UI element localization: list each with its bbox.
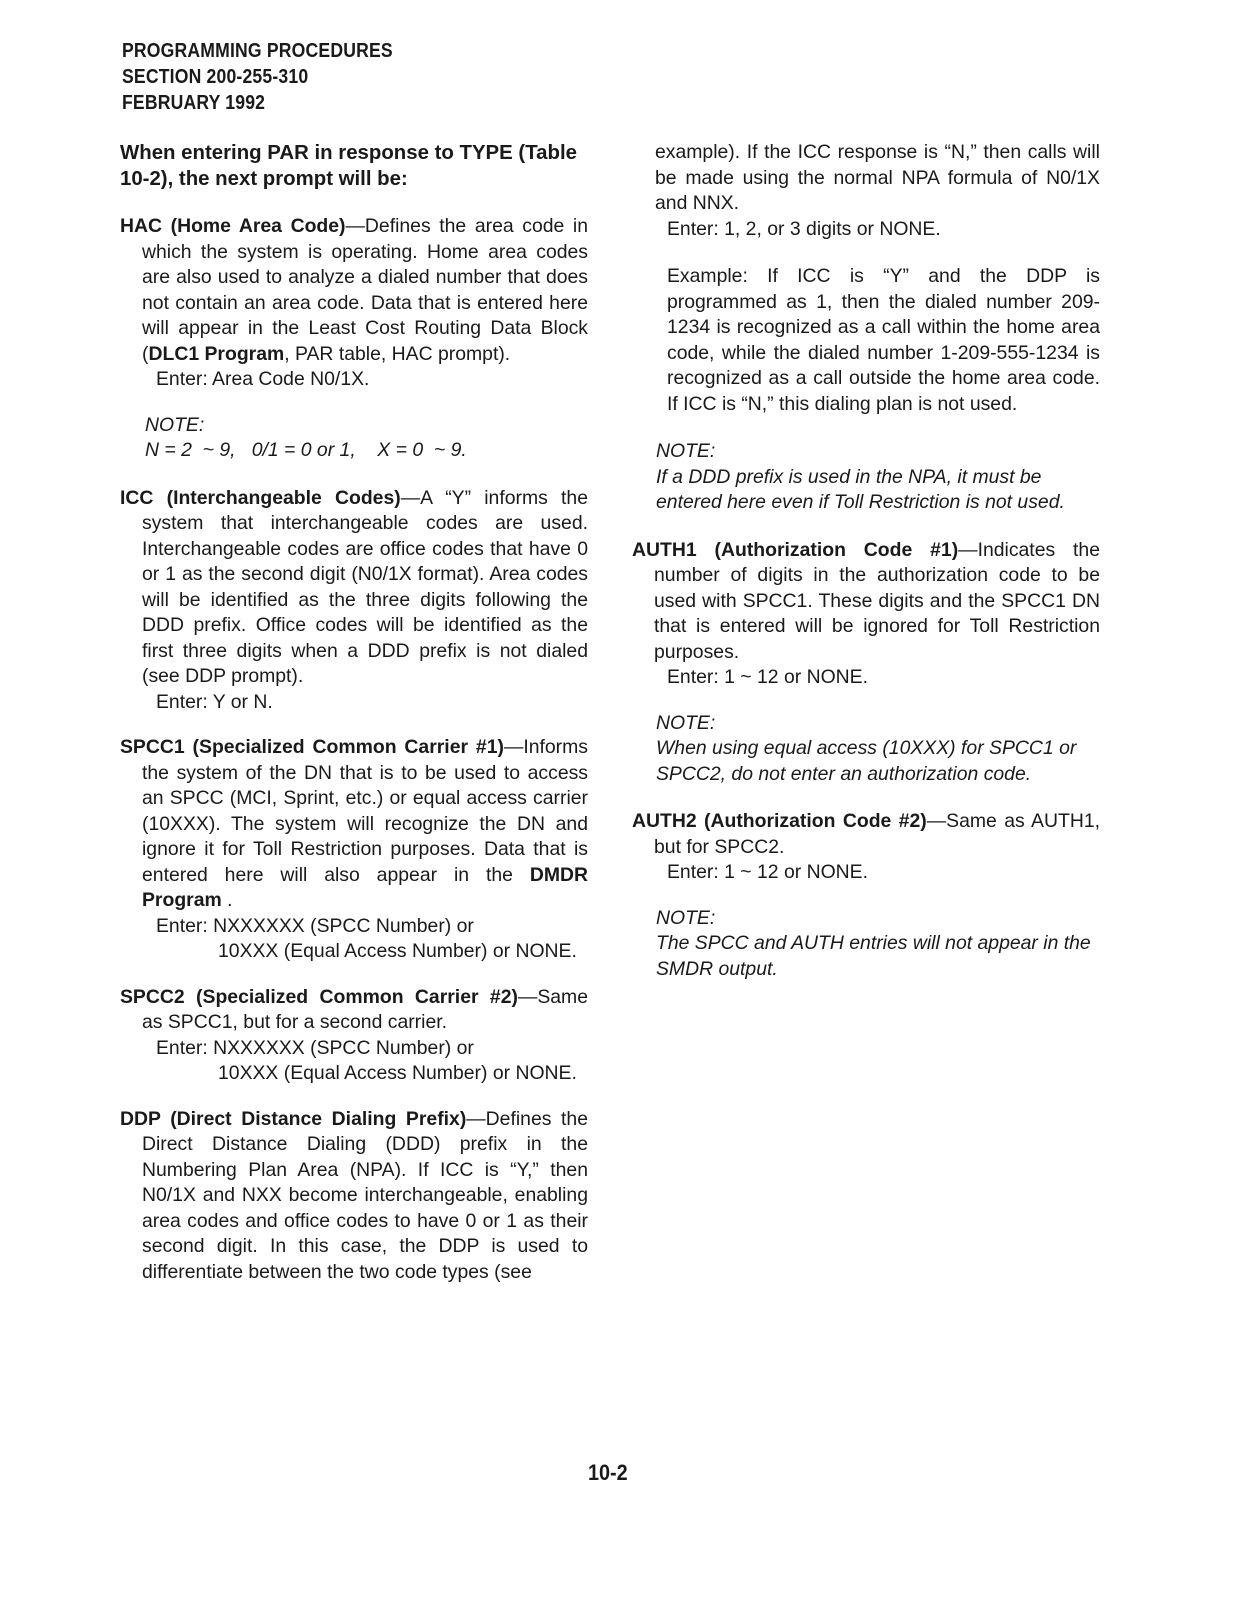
- header-date: FEBRUARY 1992: [122, 92, 266, 114]
- icc-description: [120, 486, 588, 690]
- spcc2-enter: Enter: NXXXXXX (SPCC Number) or: [156, 1036, 474, 1059]
- note-equal-access: [632, 711, 1100, 788]
- ddp-continued: example). If the ICC response is “N,” then calls will be made using the normal NPA formula of N0/1X and NNX.: [655, 141, 1100, 214]
- note-formula: [120, 413, 588, 464]
- spcc1-text2: .: [221, 889, 233, 911]
- auth2-description: [632, 809, 1100, 860]
- ddp-text: —Defines the Direct Distance Dialing (DDD) prefix in the Numbering Plan Area (NPA). If ICC is “Y,” then N0/1X and NXX become interchangeable, enabling area codes and office codes to have 0 or 1 as their second digit. In this case, the DDP is used to differentiate between the two code types (see: [142, 1107, 588, 1283]
- spcc2-text: —Same as SPCC1, but for a second carrier.: [142, 985, 588, 1033]
- auth2-entry: [632, 809, 1100, 886]
- ddp-term: DDP (Direct Distance Dialing Prefix): [120, 1107, 467, 1130]
- spcc1-description: [120, 735, 588, 914]
- page-number: 10-2: [588, 1460, 628, 1485]
- hac-program: DLC1 Program: [148, 342, 285, 365]
- auth2-enter: Enter: 1 ~ 12 or NONE.: [667, 861, 868, 883]
- spcc2-enter-cont: 10XXX (Equal Access Number) or NONE.: [218, 1062, 577, 1084]
- spcc1-enter-cont: 10XXX (Equal Access Number) or NONE.: [218, 940, 577, 962]
- hac-term: HAC (Home Area Code): [120, 215, 346, 237]
- note-label: NOTE:: [656, 440, 716, 462]
- header-section: SECTION 200-255-310: [122, 66, 309, 88]
- note-ddd-prefix: [632, 439, 1100, 516]
- auth2-term: AUTH2 (Authorization Code #2): [632, 810, 927, 832]
- note-text: When using equal access (10XXX) for SPCC1 or SPCC2, do not enter an authorization code.: [656, 737, 1077, 785]
- note-formula-text: N = 2 ~ 9, 0/1 = 0 or 1, X = 0 ~ 9.: [145, 439, 467, 461]
- hac-text2: , PAR table, HAC prompt).: [284, 342, 511, 365]
- right-column: [632, 140, 1100, 1004]
- note-text: If a DDD prefix is used in the NPA, it must be entered here even if Toll Restriction is not used.: [656, 465, 1065, 513]
- ddp-entry: [120, 1107, 588, 1286]
- ddp-example: Example: If ICC is “Y” and the DDP is programmed as 1, then the dialed number 209-1234 is recognized as a call within the home area code, while the dialed number 1-209-555-1234 is recognized as a call outside the home area code. If ICC is “N,” this dialing plan is not used.: [667, 265, 1100, 415]
- hac-description: [120, 214, 588, 367]
- auth1-entry: [632, 538, 1100, 691]
- auth1-text: —Indicates the number of digits in the authorization code to be used with SPCC1. These digits and the SPCC1 DN that is entered will be ignored for Toll Restriction purposes.: [654, 538, 1101, 663]
- page-header: [122, 38, 393, 116]
- auth1-term: AUTH1 (Authorization Code #1): [632, 538, 959, 561]
- icc-entry: [120, 486, 588, 716]
- spcc1-text: —Informs the system of the DN that is to be used to access an SPCC (MCI, Sprint, etc.) or equal access carrier (10XXX). The system will recognize the DN and ignore it for Toll Restriction purposes. Data that is entered here will also appear in the: [142, 736, 588, 886]
- auth1-enter: Enter: 1 ~ 12 or NONE.: [667, 666, 868, 688]
- auth1-description: [632, 538, 1100, 666]
- header-title: PROGRAMMING PROCEDURES: [122, 40, 393, 62]
- hac-entry: [120, 214, 588, 393]
- spcc1-program: DMDR Program: [142, 863, 588, 911]
- note-text: The SPCC and AUTH entries will not appear in the SMDR output.: [656, 932, 1091, 980]
- spcc1-enter: Enter: NXXXXXX (SPCC Number) or: [156, 914, 474, 937]
- spcc2-entry: [120, 985, 588, 1087]
- icc-text: —A “Y” informs the system that interchangeable codes are used. Interchangeable codes are office codes that have 0 or 1 as the second digit (N0/1X format). Area codes will be identified as the three digits following the DDD prefix. Office codes will be identified as the first three digits when a DDD prefix is not dialed (see DDP prompt).: [142, 486, 588, 687]
- hac-text: —Defines the area code in which the system is operating. Home area codes are also used to analyze a dialed number that does not contain an area code. Data that is entered here will appear in the Least Cost Routing Data Block (: [142, 215, 589, 365]
- spcc1-term: SPCC1 (Specialized Common Carrier #1): [120, 736, 504, 758]
- spcc2-term: SPCC2 (Specialized Common Carrier #2): [120, 985, 518, 1008]
- icc-enter: Enter: Y or N.: [156, 690, 273, 713]
- note-label: NOTE:: [656, 906, 716, 929]
- hac-enter: Enter: Area Code N0/1X.: [156, 368, 370, 390]
- ddp-enter: Enter: 1, 2, or 3 digits or NONE.: [667, 217, 941, 240]
- left-column: [120, 140, 588, 1305]
- icc-term: ICC (Interchangeable Codes): [120, 486, 401, 509]
- note-label: NOTE:: [145, 413, 205, 436]
- spcc2-description: [120, 985, 588, 1036]
- auth2-text: —Same as AUTH1, but for SPCC2.: [654, 810, 1101, 858]
- note-smdr: [632, 906, 1100, 983]
- note-label: NOTE:: [656, 711, 716, 734]
- intro-text: When entering PAR in response to TYPE (Table 10-2), the next prompt will be:: [120, 142, 577, 190]
- ddp-description: [120, 1107, 588, 1286]
- spcc1-entry: [120, 735, 588, 965]
